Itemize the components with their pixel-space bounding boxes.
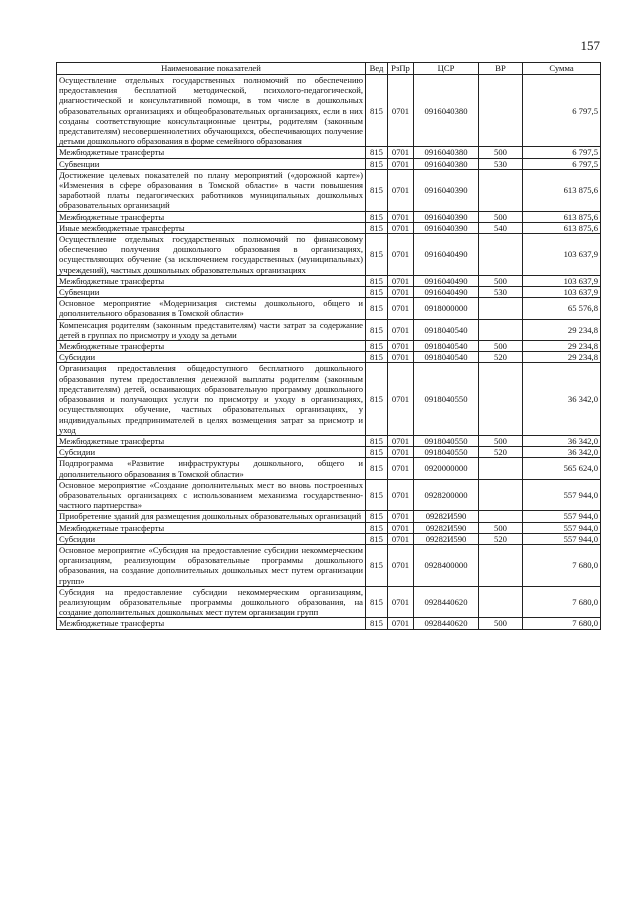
row-sum: 36 342,0 — [523, 447, 601, 458]
row-name: Организация предоставления общедоступного бесплатного дошкольного образования путем предоставления денежной выплаты родителям (законным представителям) детей, осваивающих образовательную программу дошкольного образования и получающих услуги по присмотру и уходу в организациях, осуществляющих обучение, частных образовательных организациях, у индивидуальных предпринимателей в целях возмещения затрат за присмотр и уход — [57, 363, 366, 435]
table-row — [57, 618, 601, 629]
row-csr: 0916040380 — [414, 147, 479, 158]
table-row — [57, 352, 601, 363]
row-rzpr: 0701 — [388, 158, 414, 169]
row-sum: 7 680,0 — [523, 586, 601, 618]
row-ved: 815 — [366, 75, 388, 147]
row-vr: 530 — [479, 158, 523, 169]
row-csr: 0918000000 — [414, 298, 479, 319]
row-csr: 0916040380 — [414, 158, 479, 169]
row-name: Достижение целевых показателей по плану мероприятий («дорожной карте») «Изменения в сфере образования в Томской области» в части повышения заработной платы педагогических работников муниципальных дошкольных образовательных организаций — [57, 169, 366, 211]
row-csr: 09282И590 — [414, 511, 479, 522]
header-name: Наименование показателей — [57, 63, 366, 75]
row-name: Субсидии — [57, 533, 366, 544]
row-rzpr: 0701 — [388, 211, 414, 222]
row-sum: 103 637,9 — [523, 275, 601, 286]
row-vr: 500 — [479, 211, 523, 222]
row-vr — [479, 458, 523, 479]
table-header-row — [57, 63, 601, 75]
row-rzpr: 0701 — [388, 287, 414, 298]
row-rzpr: 0701 — [388, 298, 414, 319]
table-row — [57, 287, 601, 298]
row-csr: 0928440620 — [414, 618, 479, 629]
row-name: Основное мероприятие «Создание дополнительных мест во вновь построенных образовательных организациях с использованием механизма государственно-частного партнерства» — [57, 479, 366, 511]
table-row — [57, 298, 601, 319]
row-vr — [479, 511, 523, 522]
row-vr: 500 — [479, 618, 523, 629]
table-row — [57, 169, 601, 211]
row-ved: 815 — [366, 169, 388, 211]
row-vr — [479, 75, 523, 147]
row-name: Основное мероприятие «Субсидия на предоставление субсидии некоммерческим организациям, реализующим образовательные программы дошкольного образования, на создание дополнительных дошкольных мест путем организации групп» — [57, 544, 366, 586]
table-row — [57, 447, 601, 458]
row-name: Субсидия на предоставление субсидии некоммерческим организациям, реализующим образовательные программы дошкольного образования, на создание дополнительных дошкольных мест путем организации групп — [57, 586, 366, 618]
table-row — [57, 275, 601, 286]
row-sum: 36 342,0 — [523, 363, 601, 435]
row-vr: 520 — [479, 352, 523, 363]
row-sum: 613 875,6 — [523, 169, 601, 211]
table-row — [57, 222, 601, 233]
row-rzpr: 0701 — [388, 363, 414, 435]
row-sum: 65 576,8 — [523, 298, 601, 319]
row-csr: 0928200000 — [414, 479, 479, 511]
row-ved: 815 — [366, 298, 388, 319]
row-vr: 500 — [479, 147, 523, 158]
row-vr — [479, 544, 523, 586]
row-sum: 565 624,0 — [523, 458, 601, 479]
row-ved: 815 — [366, 352, 388, 363]
table-row — [57, 75, 601, 147]
budget-table — [56, 62, 601, 630]
row-csr: 0918040540 — [414, 341, 479, 352]
row-ved: 815 — [366, 458, 388, 479]
row-vr — [479, 363, 523, 435]
row-sum: 6 797,5 — [523, 75, 601, 147]
table-row — [57, 586, 601, 618]
header-ved: Вед — [366, 63, 388, 75]
row-name: Межбюджетные трансферты — [57, 275, 366, 286]
row-ved: 815 — [366, 275, 388, 286]
table-row — [57, 479, 601, 511]
row-sum: 29 234,8 — [523, 319, 601, 340]
row-rzpr: 0701 — [388, 169, 414, 211]
table-row — [57, 435, 601, 446]
row-rzpr: 0701 — [388, 586, 414, 618]
header-rzpr: РзПр — [388, 63, 414, 75]
row-rzpr: 0701 — [388, 147, 414, 158]
table-row — [57, 211, 601, 222]
row-name: Межбюджетные трансферты — [57, 341, 366, 352]
row-rzpr: 0701 — [388, 234, 414, 276]
row-vr: 540 — [479, 222, 523, 233]
row-ved: 815 — [366, 618, 388, 629]
row-csr: 0916040390 — [414, 222, 479, 233]
row-name: Подпрограмма «Развитие инфраструктуры дошкольного, общего и дополнительного образования в Томской области» — [57, 458, 366, 479]
row-vr: 500 — [479, 435, 523, 446]
row-name: Межбюджетные трансферты — [57, 147, 366, 158]
table-row — [57, 319, 601, 340]
row-ved: 815 — [366, 447, 388, 458]
table-row — [57, 147, 601, 158]
row-vr: 500 — [479, 341, 523, 352]
table-row — [57, 458, 601, 479]
row-csr: 0916040390 — [414, 169, 479, 211]
row-sum: 103 637,9 — [523, 287, 601, 298]
row-sum: 557 944,0 — [523, 533, 601, 544]
row-csr: 09282И590 — [414, 522, 479, 533]
row-ved: 815 — [366, 341, 388, 352]
row-csr: 0928400000 — [414, 544, 479, 586]
row-rzpr: 0701 — [388, 222, 414, 233]
row-rzpr: 0701 — [388, 275, 414, 286]
row-csr: 0918040550 — [414, 435, 479, 446]
row-rzpr: 0701 — [388, 352, 414, 363]
row-name: Субвенции — [57, 158, 366, 169]
row-csr: 0916040490 — [414, 275, 479, 286]
row-sum: 29 234,8 — [523, 352, 601, 363]
table-row — [57, 533, 601, 544]
row-vr — [479, 479, 523, 511]
row-rzpr: 0701 — [388, 458, 414, 479]
row-sum: 613 875,6 — [523, 222, 601, 233]
row-vr — [479, 319, 523, 340]
row-sum: 6 797,5 — [523, 158, 601, 169]
row-vr — [479, 169, 523, 211]
table-row — [57, 158, 601, 169]
row-name: Основное мероприятие «Модернизация системы дошкольного, общего и дополнительного образования в Томской области» — [57, 298, 366, 319]
row-vr: 520 — [479, 447, 523, 458]
row-csr: 0916040380 — [414, 75, 479, 147]
row-rzpr: 0701 — [388, 544, 414, 586]
row-ved: 815 — [366, 287, 388, 298]
row-sum: 7 680,0 — [523, 544, 601, 586]
row-rzpr: 0701 — [388, 479, 414, 511]
row-name: Межбюджетные трансферты — [57, 435, 366, 446]
row-ved: 815 — [366, 435, 388, 446]
row-csr: 09282И590 — [414, 533, 479, 544]
row-name: Межбюджетные трансферты — [57, 618, 366, 629]
row-ved: 815 — [366, 522, 388, 533]
table-row — [57, 511, 601, 522]
row-csr: 0916040390 — [414, 211, 479, 222]
row-rzpr: 0701 — [388, 319, 414, 340]
row-ved: 815 — [366, 158, 388, 169]
row-rzpr: 0701 — [388, 341, 414, 352]
row-csr: 0916040490 — [414, 234, 479, 276]
row-sum: 7 680,0 — [523, 618, 601, 629]
row-vr — [479, 234, 523, 276]
row-vr: 500 — [479, 522, 523, 533]
row-name: Субсидии — [57, 352, 366, 363]
row-rzpr: 0701 — [388, 522, 414, 533]
row-name: Осуществление отдельных государственных полномочий по обеспечению предоставления бесплатной методической, психолого-педагогической, диагностической и консультативной помощи, в том числе в дошкольных образовательных организациях и общеобразовательных организациях, если в них созданы соответствующие консультационные центры, родителям (законным представителям) несовершеннолетних обучающихся, обеспечивающих получение детьми дошкольного образования в форме семейного образования — [57, 75, 366, 147]
row-ved: 815 — [366, 363, 388, 435]
row-name: Межбюджетные трансферты — [57, 211, 366, 222]
row-rzpr: 0701 — [388, 435, 414, 446]
table-row — [57, 363, 601, 435]
row-vr — [479, 298, 523, 319]
row-csr: 0920000000 — [414, 458, 479, 479]
row-vr: 500 — [479, 275, 523, 286]
row-ved: 815 — [366, 533, 388, 544]
row-name: Иные межбюджетные трансферты — [57, 222, 366, 233]
table-row — [57, 522, 601, 533]
row-rzpr: 0701 — [388, 75, 414, 147]
row-name: Межбюджетные трансферты — [57, 522, 366, 533]
table-row — [57, 234, 601, 276]
row-ved: 815 — [366, 234, 388, 276]
row-rzpr: 0701 — [388, 618, 414, 629]
row-name: Субсидии — [57, 447, 366, 458]
row-sum: 557 944,0 — [523, 511, 601, 522]
row-name: Осуществление отдельных государственных полномочий по финансовому обеспечению получения дошкольного образования в организациях, осуществляющих обучение (за исключением государственных (муниципальных) учреждений), частных дошкольных образовательных организациях — [57, 234, 366, 276]
row-ved: 815 — [366, 479, 388, 511]
row-rzpr: 0701 — [388, 511, 414, 522]
row-rzpr: 0701 — [388, 533, 414, 544]
row-csr: 0918040550 — [414, 447, 479, 458]
row-sum: 103 637,9 — [523, 234, 601, 276]
row-vr: 520 — [479, 533, 523, 544]
page-number: 157 — [580, 38, 600, 53]
row-csr: 0918040540 — [414, 319, 479, 340]
row-vr: 530 — [479, 287, 523, 298]
table-row — [57, 544, 601, 586]
row-sum: 557 944,0 — [523, 522, 601, 533]
row-sum: 6 797,5 — [523, 147, 601, 158]
row-ved: 815 — [366, 586, 388, 618]
row-ved: 815 — [366, 511, 388, 522]
row-name: Субвенции — [57, 287, 366, 298]
header-sum: Сумма — [523, 63, 601, 75]
row-sum: 557 944,0 — [523, 479, 601, 511]
row-rzpr: 0701 — [388, 447, 414, 458]
row-ved: 815 — [366, 211, 388, 222]
table-row — [57, 341, 601, 352]
row-csr: 0916040490 — [414, 287, 479, 298]
row-ved: 815 — [366, 222, 388, 233]
header-csr: ЦСР — [414, 63, 479, 75]
row-sum: 29 234,8 — [523, 341, 601, 352]
row-sum: 613 875,6 — [523, 211, 601, 222]
row-csr: 0918040540 — [414, 352, 479, 363]
row-sum: 36 342,0 — [523, 435, 601, 446]
row-ved: 815 — [366, 147, 388, 158]
row-csr: 0918040550 — [414, 363, 479, 435]
row-ved: 815 — [366, 319, 388, 340]
row-ved: 815 — [366, 544, 388, 586]
row-vr — [479, 586, 523, 618]
header-vr: ВР — [479, 63, 523, 75]
row-name: Приобретение зданий для размещения дошкольных образовательных организаций — [57, 511, 366, 522]
row-csr: 0928440620 — [414, 586, 479, 618]
row-name: Компенсация родителям (законным представителям) части затрат за содержание детей в группах по присмотру и уходу за детьми — [57, 319, 366, 340]
